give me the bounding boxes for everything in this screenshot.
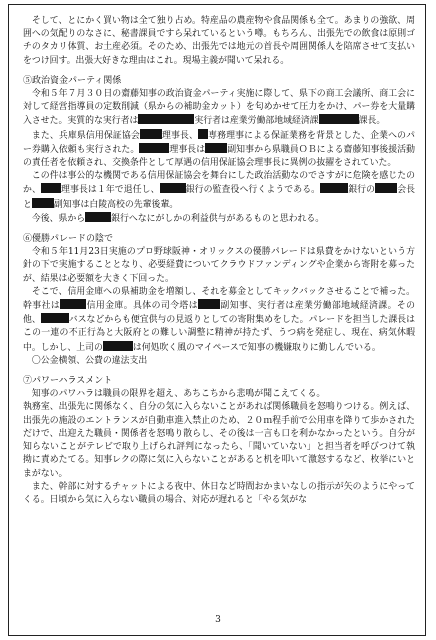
text: 副知事、実行者は産業労働部地域経済課。その他、 (23, 301, 416, 326)
text: バスなどからも便宜供与の見返りとしての寄附集めをした。パレードを担当した課長はこの一連の不正行為と大阪府との難しい調整に精神が持たず、うつ病を発症し、現在、病気休暇中。しかし、上司の (23, 315, 416, 353)
text: 理事長、 (161, 130, 199, 141)
redaction-bar (320, 183, 348, 193)
redaction-bar (138, 114, 194, 124)
section-6-title: ⑥優勝パレードの陰で (23, 234, 114, 245)
section-5-paragraph-3 (23, 170, 415, 212)
redaction-bar (60, 299, 86, 309)
redaction-bar (160, 183, 186, 193)
redaction-bar (85, 212, 111, 222)
section-6-paragraph-1: 令和５年11月23日実施のプロ野球阪神・オリックスの優勝パレードは県費をかけないという方針の下で実施することとなり、必要経費についてクラウドファンディングや企業から寄附を募ったが、結果は必要額を大きく下回った。 (23, 247, 415, 284)
text: 副知事から県職員ＯＢによる齋藤知事後援活動の責任者を依頼され、交換条件として厚遇の信用保証協会理事長に異例の抜擢をされていた。 (23, 144, 416, 169)
text: 専務理事による保証業務を背景とした、企業へのパー券購入依頼も実行された。 (23, 130, 416, 155)
redaction-bar (103, 341, 133, 351)
text: 令和５年７月３０日の齋藤知事の政治資金パーティ実施に際して、県下の商工会議所、商工会に対して経営指導員の定数削減（県からの補助金カット）を匂めかせて圧力をかけ、パー券を大量購入させた。実質的な実行者は (23, 89, 415, 127)
text: 銀行へなにがしかの利益供与があるものと思われる。 (111, 213, 325, 224)
text: 理事長は１年で退任し、 (60, 185, 160, 196)
text: そこで、信用金庫への県補助金を増額し、それを募金としてキックバックさせることで補った。幹事社は (23, 286, 415, 312)
section-7-paragraph-1: 知事のパワハラは職員の限界を超え、あちこちから悲鳴が聞こえてくる。 (31, 389, 326, 400)
redaction-bar (198, 299, 220, 309)
text: 会長と (23, 185, 416, 210)
section-5-paragraph-4 (23, 212, 415, 226)
redaction-bar (375, 183, 397, 193)
text: また、兵庫県信用保証協会 (31, 130, 140, 141)
text: 銀行の監査役へ行くようである。 (185, 185, 321, 196)
section-5-title: ⑤政治資金パーティ関係 (23, 75, 122, 86)
document-page (8, 4, 426, 636)
section-7-title: ⑦パワーハラスメント (23, 376, 113, 387)
section-5-paragraph-2 (23, 129, 415, 171)
document-body (23, 15, 415, 507)
section-5-paragraph-1 (23, 88, 415, 129)
section-6-paragraph-2 (23, 286, 415, 355)
text: は何処吹く風のマイペースで知事の機嫌取りに勤しんでいる。 (132, 342, 381, 353)
redaction-bar (205, 143, 227, 153)
redaction-bar (41, 313, 69, 323)
text: 副知事は白陵高校の先輩後輩。 (53, 199, 179, 210)
text: 信用金庫。具体の司令塔は (86, 301, 199, 312)
text: 課長。 (358, 116, 386, 127)
redaction-bar (319, 114, 359, 124)
text: 実行者は産業労働部地域経済課 (194, 116, 319, 127)
redaction-bar (198, 129, 208, 139)
text: 銀行の (348, 185, 376, 196)
text: この件は事公的な機関である信用保証協会を舞台にした政治活動なのでさすがに危険を感じたのか、 (23, 171, 415, 196)
page-number: 3 (215, 615, 221, 625)
redaction-bar (140, 129, 162, 139)
section-7-paragraph-3: また、幹部に対するチャットによる夜中、休日など時間おかまいなしの指示が矢のようにやってくる。日頃から気に入らない職員の場合、対応が遅れると「やる気がな (23, 481, 415, 505)
text: 今後、県から (31, 213, 86, 224)
redaction-bar (41, 183, 61, 193)
section-6-note: 〇公金横領、公費の違法支出 (31, 355, 148, 366)
redaction-bar (139, 143, 169, 153)
redaction-bar (32, 198, 54, 208)
text: 理事長は (169, 144, 206, 155)
section-7-paragraph-2: 執務室、出張先に関係なく、自分の気に入らないことがあれば関係職員を怒鳴りつける。例えば、出張先の施設のエントランスが自動車進入禁止のため、２０ｍ程手前で公用車を降りて歩かされただけで、出迎えた職員・関係者を怒鳴り散らし、その後は一言も口を利かなかったという。自分が知らないことがテレビで取り上げられ評判になったら、「聞いていない」と担当者を呼びつけて執拗に責めたてる。知事レクの際に気に入らないことがあると机を叩いて激怒するなど、枚挙にいとまがない。 (23, 402, 415, 479)
intro-paragraph: そして、とにかく買い物は全て独り占め。特産品の農産物や食品関係も全て。あまりの強欲、周囲への気配りのなさに、秘書課員ですら呆れているという噂。もちろん、出張先での飲食は原則ゴチのタカリ体質、お土産必須。そのため、出張先では地元の首長や周囲関係人を陪席させて支払いをつけ回す。出張大好きな理由はこれ。現場主義が聞いて呆れる。 (23, 16, 415, 66)
